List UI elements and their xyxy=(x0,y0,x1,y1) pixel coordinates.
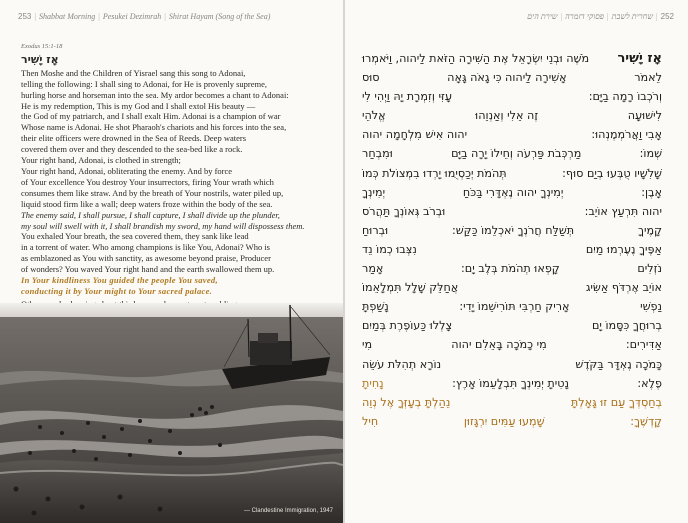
hebrew-segment: מֹשֶׁה וּבְנֵי יִשְׂרָאֵל אֶת הַשִּׁירָה הַזֹּאת לַיהוה, וַיֹּאמְרוּ xyxy=(362,52,590,65)
hebrew-segment: קָמֶיךָ xyxy=(637,223,662,237)
hebrew-segment: אַדִּירִים: xyxy=(625,338,662,352)
translation-block xyxy=(21,42,327,310)
running-head-prayer: Shirat Hayam (Song of the Sea) xyxy=(168,12,271,21)
right-page xyxy=(345,0,688,523)
hebrew-segment: מַרְכְּבֹת פַּרְעֹה וְחֵילוֹ יָרָה בַיָּם xyxy=(451,147,582,161)
hebrew-segment: קָפְאוּ תְהֹמֹת בְּלֶב יָם: xyxy=(461,262,560,276)
hebrew-line xyxy=(362,278,662,297)
left-page-number: 253 xyxy=(18,12,32,21)
hebrew-line xyxy=(362,259,662,278)
hebrew-segment: תְּהֹמֹת יְכַסְיֻמוּ יָרְדוּ בִמְצוֹלֹת כְּמוֹ xyxy=(362,166,507,180)
hebrew-segment: וּבְרֹב גְּאוֹנְךָ תַּהֲרֹס xyxy=(362,204,446,218)
hebrew-segment: נִצְּבוּ כְמוֹ נֵד xyxy=(362,242,417,256)
translation-line: of wonders? You waved Your right hand and the earth swallowed them up. xyxy=(21,264,275,275)
hebrew-line xyxy=(362,125,662,144)
hebrew-segment: כָּמֹכָה נֶאְדָּר בַּקֹּדֶשׁ xyxy=(575,357,662,371)
hebrew-segment: יְמִינְךָ xyxy=(362,185,386,199)
translation-line: liquid stood firm like a wall; deep waters froze within the body of the sea. xyxy=(21,198,273,209)
hebrew-line xyxy=(362,106,662,125)
hebrew-segment: קָדְשֶׁךָ: xyxy=(630,414,662,428)
hebrew-segment: בְחַסְדְּךָ עַם זוּ גָּאָלְתָּ xyxy=(570,395,662,409)
translation-line: the God of my patriarch, and I shall exalt Him. Adonai is a champion of war xyxy=(21,111,281,122)
hebrew-segment: אֲחַלֵּק שָׁלָל תִּמְלָאֵמוֹ xyxy=(362,281,459,295)
hebrew-segment: וּמִבְחַר xyxy=(362,147,393,161)
hebrew-line xyxy=(362,87,662,106)
hebrew-segment: נָטִיתָ יְמִינְךָ תִּבְלָעֵמוֹ אָרֶץ: xyxy=(452,376,569,390)
running-head-service-hebrew: שחרית לשבת xyxy=(611,12,654,21)
hebrew-segment: אוֹיֵב אֶרְדֹּף אַשִּׂיג xyxy=(585,281,662,295)
translation-line: of Your excellence You destroy Your insurrectors, firing Your wrath which xyxy=(21,176,274,187)
translation-line: You exhaled Your breath, the sea covered them, they sank like lead xyxy=(21,231,249,242)
hebrew-segment: זֶה אֵלִי וְאַנְוֵהוּ xyxy=(475,109,539,123)
hebrew-line xyxy=(362,412,662,431)
hebrew-segment: עָזִּי וְזִמְרָת יָהּ וַיְהִי לִי xyxy=(362,90,452,104)
right-running-head: 252|שחרית לשבת|פסוקי דזמרה|שירת הים xyxy=(527,12,674,21)
translation-line: covered them over and they descended to the sea-bed like a rock. xyxy=(21,144,243,155)
hebrew-segment: אֱלֹהֵי xyxy=(362,109,386,123)
hebrew-line xyxy=(362,221,662,240)
highlighted-line: In Your kindliness You guided the people You saved, xyxy=(21,275,218,286)
running-head-section: Pesukei Dezimrah xyxy=(102,12,162,21)
translation-line: consumes them like straw. And by the breath of Your nostrils, water piled up, xyxy=(21,187,284,198)
left-running-head: 253 | Shabbat Morning | Pesukei Dezimrah | Shirat Hayam (Song of the Sea) xyxy=(18,12,271,21)
hebrew-segment: אָז יָשִׁיר xyxy=(617,51,662,66)
hebrew-line xyxy=(362,164,662,183)
translation-line: hurling horse and horseman into the sea. My ardor becomes a chant to Adonai: xyxy=(21,89,289,100)
historical-photo xyxy=(0,303,343,523)
translation-line: telling the following: I shall sing to Adonai, for He is provenly supreme, xyxy=(21,78,267,89)
translation-lines xyxy=(21,52,327,275)
hebrew-segment: אַפֶּיךָ נֶעֶרְמוּ מַיִם xyxy=(585,242,662,256)
hebrew-line xyxy=(362,374,662,393)
scripture-reference: Exodus 15:1-18 xyxy=(21,43,63,50)
hebrew-line xyxy=(362,202,662,221)
hebrew-segment: אָמַר xyxy=(362,262,384,276)
hebrew-segment: בְרוּחֲךָ כִּסָּמוֹ יָם xyxy=(591,319,662,333)
translation-line: The enemy said, I shall pursue, I shall capture, I shall divide up the plunder, xyxy=(21,209,280,220)
translation-line: Your right hand, Adonai, is clothed in strength; xyxy=(21,155,181,166)
hebrew-segment: שָׁלִשָׁיו טֻבְּעוּ בְיַם סוּף: xyxy=(562,166,662,180)
hebrew-line xyxy=(362,49,662,68)
hebrew-segment: מִי כָמֹכָה בָּאֵלִם יהוה xyxy=(451,338,547,352)
hebrew-segment: נָחִיתָ xyxy=(362,376,384,390)
hebrew-segment: נֵהַלְתָּ בְעָזְּךָ אֶל נְוֵה xyxy=(362,395,451,409)
translation-line: Then Moshe and the Children of Yisrael sang this song to Adonai, xyxy=(21,67,246,78)
running-head-service: Shabbat Morning xyxy=(38,12,96,21)
hebrew-line xyxy=(362,68,662,87)
hebrew-segment: נָשַׁפְתָּ xyxy=(362,300,389,314)
translation-line: my soul will swell with it, I shall brandish my sword, my hand will dispossess them. xyxy=(21,220,305,231)
hebrew-segment: אָבִי וַאֲרֹמְמֶנְהוּ: xyxy=(591,128,662,142)
hebrew-segment: חִיל xyxy=(362,414,379,428)
hebrew-segment: נַפְשִׁי xyxy=(640,300,662,314)
hebrew-segment: אָבֶן: xyxy=(641,185,662,199)
hebrew-song-text xyxy=(362,49,662,431)
hebrew-line xyxy=(362,297,662,316)
hebrew-segment: אָשִׁירָה לַיהוה כִּי גָאֹה גָּאָה xyxy=(447,71,567,85)
hebrew-segment: תְּשַׁלַּח חֲרֹנְךָ יֹאכְלֵמוֹ כַּקַּשׁ: xyxy=(451,223,575,237)
hebrew-segment: יְמִינְךָ יהוה נֶאְדָּרִי בַּכֹּחַ xyxy=(462,185,564,199)
hebrew-segment: מִי xyxy=(362,338,373,352)
translation-line: their elite officers were drowned in the Sea of Reeds. Deep waters xyxy=(21,133,247,144)
hebrew-segment: לִישׁוּעָה xyxy=(627,109,662,123)
hebrew-segment: יהוה אִישׁ מִלְחָמָה יהוה xyxy=(362,128,468,142)
running-head-prayer-hebrew: שירת הים xyxy=(527,12,558,21)
hebrew-segment: שְׁמוֹ: xyxy=(639,147,662,161)
photo-caption: — Clandestine Immigration, 1947 xyxy=(243,508,333,514)
running-head-section-hebrew: פסוקי דזמרה xyxy=(565,12,604,21)
hebrew-segment: אָרִיק חַרְבִּי תּוֹרִישֵׁמוֹ יָדִי: xyxy=(459,300,570,314)
hebrew-segment: וְרֹכְבוֹ רָמָה בַיָּם: xyxy=(588,90,662,104)
translation-line: He is my redemption, This is my God and I shall extol His beauty — xyxy=(21,100,256,111)
hebrew-line xyxy=(362,144,662,163)
highlighted-verse xyxy=(21,275,327,297)
hebrew-line xyxy=(362,335,662,354)
hebrew-segment: נֹזְלִים xyxy=(637,262,662,276)
hebrew-segment: וּבְרוּחַ xyxy=(362,223,389,237)
translation-line: in a torrent of water. Who among champions is like You, Adonai? Who is xyxy=(21,242,270,253)
hebrew-incipit: אָז יָשִׁיר xyxy=(21,52,59,66)
hebrew-segment: פֶלֶא: xyxy=(637,376,662,390)
hebrew-line xyxy=(362,355,662,374)
hebrew-segment: לֵאמֹר xyxy=(634,71,662,85)
hebrew-line xyxy=(362,393,662,412)
hebrew-line xyxy=(362,183,662,202)
hebrew-segment: סוּס xyxy=(362,71,380,85)
ship-beach-photo xyxy=(0,303,343,523)
translation-line: as emblazoned as You with sanctity, as awesome beyond praise, Producer xyxy=(21,253,271,264)
right-page-number: 252 xyxy=(660,12,674,21)
hebrew-segment: שָׁמְעוּ עַמִּים יִרְגָּזוּן xyxy=(463,414,545,428)
left-page xyxy=(0,0,343,523)
translation-line: Your right hand, Adonai, obliterating the enemy. And by force xyxy=(21,165,233,176)
translation-line: Whose name is Adonai. He shot Pharaoh's chariots and his forces into the sea, xyxy=(21,122,287,133)
highlighted-line: conducting it by Your might to Your sacred palace. xyxy=(21,285,213,296)
hebrew-segment: יהוה תִּרְעַץ אוֹיֵב: xyxy=(584,204,662,218)
hebrew-line xyxy=(362,240,662,259)
hebrew-segment: נוֹרָא תְהִלֹּת עֹשֵׂה xyxy=(362,357,442,371)
hebrew-line xyxy=(362,316,662,335)
hebrew-segment: צָלְלוּ כַּעוֹפֶרֶת בְּמַיִם xyxy=(362,319,453,333)
